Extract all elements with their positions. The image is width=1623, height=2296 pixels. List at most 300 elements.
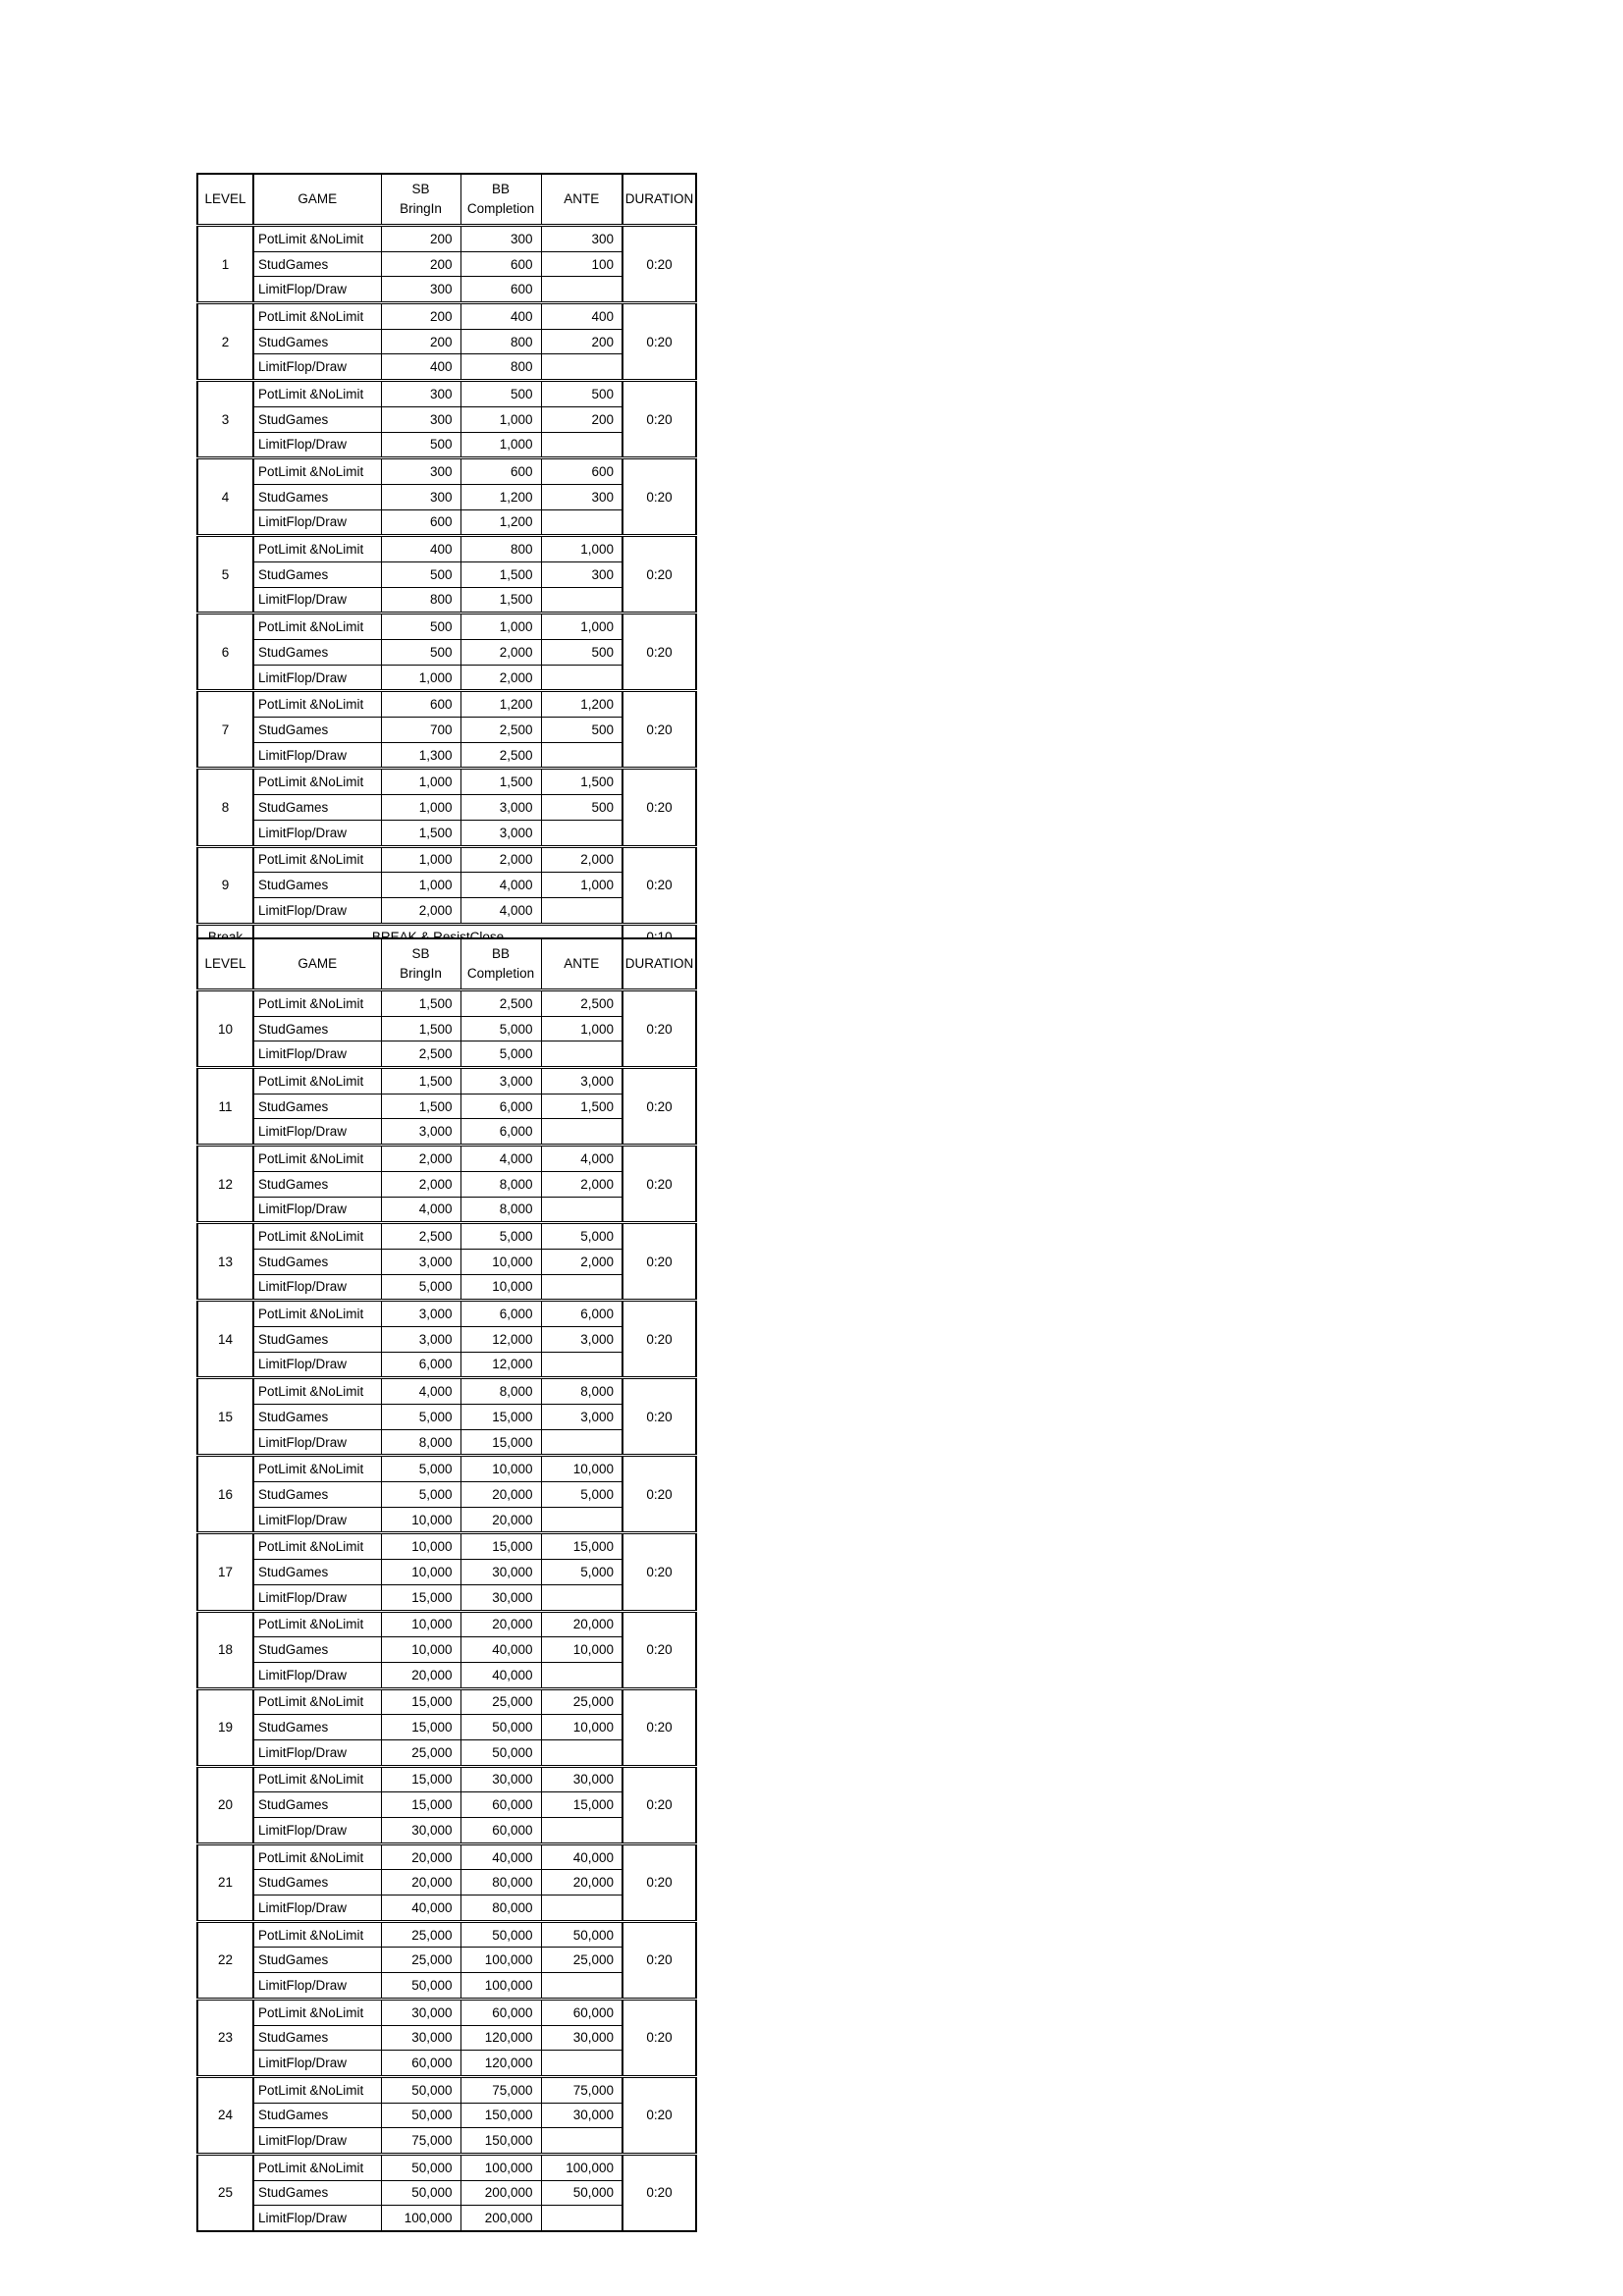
game-name-cell: LimitFlop/Draw xyxy=(253,665,381,691)
duration-cell: 0:20 xyxy=(622,458,696,536)
bb-completion-cell: 200,000 xyxy=(460,2206,541,2231)
duration-cell: 0:20 xyxy=(622,1688,696,1766)
game-row xyxy=(197,1429,696,1456)
game-row xyxy=(197,2025,696,2051)
duration-cell: 0:20 xyxy=(622,2154,696,2231)
sb-bringin-cell: 600 xyxy=(381,691,460,718)
bb-completion-cell: 800 xyxy=(460,329,541,354)
duration-cell: 0:20 xyxy=(622,691,696,769)
game-name-cell: PotLimit &NoLimit xyxy=(253,458,381,485)
duration-cell: 0:20 xyxy=(622,1146,696,1223)
sb-bringin-cell: 500 xyxy=(381,614,460,640)
game-name-cell: LimitFlop/Draw xyxy=(253,1119,381,1146)
game-name-cell: StudGames xyxy=(253,484,381,509)
sb-bringin-cell: 10,000 xyxy=(381,1507,460,1533)
game-row xyxy=(197,1818,696,1844)
bb-completion-cell: 8,000 xyxy=(460,1197,541,1223)
ante-cell: 1,200 xyxy=(541,691,622,718)
sb-bringin-cell: 1,500 xyxy=(381,1094,460,1119)
ante-cell: 1,000 xyxy=(541,536,622,562)
level-block xyxy=(197,381,696,458)
game-row xyxy=(197,1766,696,1792)
game-row xyxy=(197,1378,696,1405)
game-name-cell: StudGames xyxy=(253,1249,381,1274)
bb-completion-cell: 120,000 xyxy=(460,2051,541,2077)
sb-bringin-cell: 500 xyxy=(381,640,460,666)
sb-bringin-cell: 1,000 xyxy=(381,795,460,821)
game-row xyxy=(197,484,696,509)
duration-cell: 0:20 xyxy=(622,303,696,381)
sb-bringin-cell: 200 xyxy=(381,226,460,252)
sb-bringin-cell: 500 xyxy=(381,432,460,458)
game-row xyxy=(197,1507,696,1533)
game-name-cell: LimitFlop/Draw xyxy=(253,509,381,536)
game-name-cell: StudGames xyxy=(253,718,381,743)
ante-cell xyxy=(541,1197,622,1223)
level-number-cell: 16 xyxy=(197,1456,253,1533)
game-name-cell: LimitFlop/Draw xyxy=(253,1197,381,1223)
ante-cell: 300 xyxy=(541,484,622,509)
game-name-cell: StudGames xyxy=(253,1171,381,1197)
ante-cell: 25,000 xyxy=(541,1948,622,1973)
game-row xyxy=(197,1146,696,1172)
ante-cell: 10,000 xyxy=(541,1637,622,1663)
ante-cell: 10,000 xyxy=(541,1456,622,1482)
bb-completion-cell: 30,000 xyxy=(460,1766,541,1792)
ante-cell xyxy=(541,1896,622,1922)
level-number-cell: 11 xyxy=(197,1068,253,1146)
level-number-cell: 4 xyxy=(197,458,253,536)
bb-completion-cell: 75,000 xyxy=(460,2076,541,2103)
game-name-cell: PotLimit &NoLimit xyxy=(253,303,381,330)
bb-completion-cell: 15,000 xyxy=(460,1405,541,1430)
game-row xyxy=(197,1119,696,1146)
level-number-cell: 22 xyxy=(197,1921,253,1999)
bb-completion-cell: 2,000 xyxy=(460,665,541,691)
game-name-cell: PotLimit &NoLimit xyxy=(253,1611,381,1637)
level-block xyxy=(197,303,696,381)
duration-cell: 0:20 xyxy=(622,1533,696,1611)
sb-bringin-cell: 300 xyxy=(381,381,460,407)
ante-cell: 500 xyxy=(541,795,622,821)
duration-cell: 0:20 xyxy=(622,1456,696,1533)
bb-completion-cell: 100,000 xyxy=(460,1948,541,1973)
bb-completion-cell: 10,000 xyxy=(460,1456,541,1482)
sb-bringin-cell: 50,000 xyxy=(381,2154,460,2180)
game-row xyxy=(197,536,696,562)
ante-cell: 30,000 xyxy=(541,1766,622,1792)
bb-completion-cell: 800 xyxy=(460,354,541,381)
table-header xyxy=(197,174,696,226)
ante-cell: 200 xyxy=(541,329,622,354)
sb-bringin-cell: 300 xyxy=(381,458,460,485)
sb-bringin-cell: 1,000 xyxy=(381,846,460,873)
ante-cell: 100,000 xyxy=(541,2154,622,2180)
game-row xyxy=(197,1739,696,1766)
game-name-cell: PotLimit &NoLimit xyxy=(253,2076,381,2103)
sb-bringin-cell: 10,000 xyxy=(381,1611,460,1637)
game-row xyxy=(197,458,696,485)
ante-cell: 6,000 xyxy=(541,1301,622,1327)
game-row xyxy=(197,1405,696,1430)
level-block xyxy=(197,2076,696,2154)
ante-cell: 2,500 xyxy=(541,990,622,1017)
bb-completion-cell: 8,000 xyxy=(460,1378,541,1405)
bb-completion-cell: 30,000 xyxy=(460,1584,541,1611)
game-row xyxy=(197,1560,696,1585)
game-name-cell: PotLimit &NoLimit xyxy=(253,1378,381,1405)
bb-completion-cell: 2,000 xyxy=(460,640,541,666)
ante-cell: 100 xyxy=(541,251,622,277)
sb-bringin-cell: 400 xyxy=(381,354,460,381)
game-row xyxy=(197,1792,696,1818)
game-row xyxy=(197,1662,696,1688)
sb-bringin-cell: 50,000 xyxy=(381,2076,460,2103)
game-row xyxy=(197,1637,696,1663)
game-row xyxy=(197,587,696,614)
ante-cell: 600 xyxy=(541,458,622,485)
header-bb-line2: Completion xyxy=(466,201,535,216)
sb-bringin-cell: 75,000 xyxy=(381,2128,460,2155)
game-row xyxy=(197,769,696,795)
game-name-cell: StudGames xyxy=(253,1016,381,1041)
ante-cell: 75,000 xyxy=(541,2076,622,2103)
ante-cell xyxy=(541,1584,622,1611)
bb-completion-cell: 40,000 xyxy=(460,1637,541,1663)
game-name-cell: StudGames xyxy=(253,406,381,432)
ante-cell: 40,000 xyxy=(541,1843,622,1870)
level-block xyxy=(197,1766,696,1843)
game-row xyxy=(197,1482,696,1508)
ante-cell: 15,000 xyxy=(541,1792,622,1818)
ante-cell: 10,000 xyxy=(541,1715,622,1740)
bb-completion-cell: 50,000 xyxy=(460,1921,541,1948)
ante-cell xyxy=(541,2051,622,2077)
game-name-cell: StudGames xyxy=(253,1948,381,1973)
game-name-cell: StudGames xyxy=(253,1405,381,1430)
sb-bringin-cell: 1,500 xyxy=(381,820,460,846)
header-sb-bringin xyxy=(381,938,460,990)
ante-cell: 5,000 xyxy=(541,1560,622,1585)
game-row xyxy=(197,990,696,1017)
sb-bringin-cell: 5,000 xyxy=(381,1482,460,1508)
game-row xyxy=(197,718,696,743)
game-name-cell: LimitFlop/Draw xyxy=(253,1584,381,1611)
game-row xyxy=(197,1870,696,1896)
game-row xyxy=(197,277,696,303)
game-name-cell: PotLimit &NoLimit xyxy=(253,1456,381,1482)
game-row xyxy=(197,251,696,277)
sb-bringin-cell: 50,000 xyxy=(381,1973,460,2000)
game-row xyxy=(197,1456,696,1482)
level-number-cell: 18 xyxy=(197,1611,253,1688)
sb-bringin-cell: 8,000 xyxy=(381,1429,460,1456)
header-row xyxy=(197,174,696,226)
header-ante: ANTE xyxy=(541,938,622,990)
game-row xyxy=(197,2076,696,2103)
sb-bringin-cell: 1,500 xyxy=(381,1016,460,1041)
level-number-cell: 10 xyxy=(197,990,253,1068)
level-number-cell: 14 xyxy=(197,1301,253,1378)
sb-bringin-cell: 600 xyxy=(381,509,460,536)
blind-structure-table-levels-1-9 xyxy=(196,173,697,951)
game-row xyxy=(197,1274,696,1301)
ante-cell xyxy=(541,1274,622,1301)
sb-bringin-cell: 50,000 xyxy=(381,2103,460,2128)
duration-cell: 0:20 xyxy=(622,614,696,691)
bb-completion-cell: 3,000 xyxy=(460,820,541,846)
game-row xyxy=(197,1999,696,2025)
sb-bringin-cell: 50,000 xyxy=(381,2180,460,2206)
game-name-cell: PotLimit &NoLimit xyxy=(253,1921,381,1948)
header-duration: DURATION xyxy=(622,174,696,226)
game-name-cell: StudGames xyxy=(253,1326,381,1352)
level-block xyxy=(197,614,696,691)
sb-bringin-cell: 30,000 xyxy=(381,1818,460,1844)
bb-completion-cell: 500 xyxy=(460,381,541,407)
game-row xyxy=(197,1715,696,1740)
ante-cell xyxy=(541,1973,622,2000)
sb-bringin-cell: 20,000 xyxy=(381,1870,460,1896)
ante-cell: 2,000 xyxy=(541,1249,622,1274)
bb-completion-cell: 2,000 xyxy=(460,846,541,873)
sb-bringin-cell: 30,000 xyxy=(381,2025,460,2051)
bb-completion-cell: 4,000 xyxy=(460,897,541,924)
game-row xyxy=(197,509,696,536)
sb-bringin-cell: 200 xyxy=(381,329,460,354)
game-name-cell: StudGames xyxy=(253,1094,381,1119)
blind-structure-table-levels-10-25 xyxy=(196,937,697,2232)
game-name-cell: LimitFlop/Draw xyxy=(253,1041,381,1068)
bb-completion-cell: 10,000 xyxy=(460,1249,541,1274)
game-name-cell: PotLimit &NoLimit xyxy=(253,2154,381,2180)
level-block xyxy=(197,990,696,1068)
game-row xyxy=(197,1688,696,1715)
ante-cell: 2,000 xyxy=(541,1171,622,1197)
ante-cell: 400 xyxy=(541,303,622,330)
level-number-cell: 15 xyxy=(197,1378,253,1456)
sb-bringin-cell: 3,000 xyxy=(381,1249,460,1274)
bb-completion-cell: 150,000 xyxy=(460,2128,541,2155)
game-row xyxy=(197,1921,696,1948)
bb-completion-cell: 400 xyxy=(460,303,541,330)
game-row xyxy=(197,1584,696,1611)
bb-completion-cell: 60,000 xyxy=(460,1792,541,1818)
bb-completion-cell: 30,000 xyxy=(460,1560,541,1585)
level-number-cell: 25 xyxy=(197,2154,253,2231)
sb-bringin-cell: 10,000 xyxy=(381,1560,460,1585)
game-row xyxy=(197,873,696,898)
game-row xyxy=(197,614,696,640)
game-name-cell: PotLimit &NoLimit xyxy=(253,691,381,718)
sb-bringin-cell: 3,000 xyxy=(381,1301,460,1327)
ante-cell: 2,000 xyxy=(541,846,622,873)
sb-bringin-cell: 20,000 xyxy=(381,1662,460,1688)
sb-bringin-cell: 15,000 xyxy=(381,1715,460,1740)
bb-completion-cell: 50,000 xyxy=(460,1739,541,1766)
ante-cell: 500 xyxy=(541,381,622,407)
header-sb-bringin xyxy=(381,174,460,226)
game-name-cell: LimitFlop/Draw xyxy=(253,277,381,303)
sb-bringin-cell: 2,500 xyxy=(381,1041,460,1068)
game-row xyxy=(197,742,696,769)
ante-cell xyxy=(541,1041,622,1068)
duration-cell: 0:20 xyxy=(622,536,696,614)
game-row xyxy=(197,2128,696,2155)
game-name-cell: LimitFlop/Draw xyxy=(253,1352,381,1378)
game-name-cell: PotLimit &NoLimit xyxy=(253,614,381,640)
bb-completion-cell: 2,500 xyxy=(460,990,541,1017)
level-block xyxy=(197,458,696,536)
game-name-cell: PotLimit &NoLimit xyxy=(253,1146,381,1172)
bb-completion-cell: 5,000 xyxy=(460,1223,541,1250)
game-row xyxy=(197,795,696,821)
game-name-cell: PotLimit &NoLimit xyxy=(253,1301,381,1327)
bb-completion-cell: 1,500 xyxy=(460,561,541,587)
game-row xyxy=(197,381,696,407)
game-name-cell: StudGames xyxy=(253,795,381,821)
ante-cell: 15,000 xyxy=(541,1533,622,1560)
game-name-cell: LimitFlop/Draw xyxy=(253,1896,381,1922)
level-block xyxy=(197,1068,696,1146)
game-name-cell: StudGames xyxy=(253,1637,381,1663)
ante-cell xyxy=(541,1739,622,1766)
game-row xyxy=(197,432,696,458)
game-row xyxy=(197,1223,696,1250)
game-row xyxy=(197,1896,696,1922)
sb-bringin-cell: 2,000 xyxy=(381,897,460,924)
sb-bringin-cell: 200 xyxy=(381,251,460,277)
game-row xyxy=(197,1948,696,1973)
game-row xyxy=(197,1016,696,1041)
bb-completion-cell: 80,000 xyxy=(460,1896,541,1922)
bb-completion-cell: 1,000 xyxy=(460,406,541,432)
game-name-cell: LimitFlop/Draw xyxy=(253,1739,381,1766)
game-name-cell: StudGames xyxy=(253,561,381,587)
game-name-cell: StudGames xyxy=(253,2025,381,2051)
ante-cell xyxy=(541,897,622,924)
game-name-cell: PotLimit &NoLimit xyxy=(253,1223,381,1250)
sb-bringin-cell: 15,000 xyxy=(381,1688,460,1715)
ante-cell: 30,000 xyxy=(541,2103,622,2128)
duration-cell: 0:20 xyxy=(622,769,696,846)
header-bb-completion xyxy=(460,938,541,990)
sb-bringin-cell: 2,000 xyxy=(381,1171,460,1197)
level-number-cell: 23 xyxy=(197,1999,253,2076)
header-level: LEVEL xyxy=(197,938,253,990)
duration-cell: 0:20 xyxy=(622,1843,696,1921)
sb-bringin-cell: 5,000 xyxy=(381,1456,460,1482)
game-name-cell: LimitFlop/Draw xyxy=(253,2206,381,2231)
level-number-cell: 13 xyxy=(197,1223,253,1301)
game-name-cell: StudGames xyxy=(253,329,381,354)
header-game: GAME xyxy=(253,938,381,990)
game-row xyxy=(197,820,696,846)
game-name-cell: PotLimit &NoLimit xyxy=(253,846,381,873)
bb-completion-cell: 100,000 xyxy=(460,2154,541,2180)
level-block xyxy=(197,1533,696,1611)
header-sb-line2: BringIn xyxy=(400,966,442,981)
ante-cell: 1,000 xyxy=(541,1016,622,1041)
game-name-cell: LimitFlop/Draw xyxy=(253,1662,381,1688)
ante-cell xyxy=(541,277,622,303)
game-name-cell: LimitFlop/Draw xyxy=(253,1507,381,1533)
game-name-cell: PotLimit &NoLimit xyxy=(253,1999,381,2025)
level-block xyxy=(197,691,696,769)
ante-cell: 3,000 xyxy=(541,1405,622,1430)
level-block xyxy=(197,226,696,303)
game-row xyxy=(197,1249,696,1274)
bb-completion-cell: 800 xyxy=(460,536,541,562)
ante-cell: 4,000 xyxy=(541,1146,622,1172)
bb-completion-cell: 3,000 xyxy=(460,1068,541,1095)
header-game: GAME xyxy=(253,174,381,226)
sb-bringin-cell: 200 xyxy=(381,303,460,330)
ante-cell xyxy=(541,2128,622,2155)
game-row xyxy=(197,303,696,330)
bb-completion-cell: 50,000 xyxy=(460,1715,541,1740)
level-number-cell: 9 xyxy=(197,846,253,924)
duration-cell: 0:20 xyxy=(622,990,696,1068)
level-block xyxy=(197,1921,696,1999)
ante-cell: 300 xyxy=(541,226,622,252)
duration-cell: 0:20 xyxy=(622,1921,696,1999)
ante-cell xyxy=(541,354,622,381)
bb-completion-cell: 100,000 xyxy=(460,1973,541,2000)
ante-cell xyxy=(541,1352,622,1378)
ante-cell: 500 xyxy=(541,718,622,743)
level-block xyxy=(197,1611,696,1688)
game-row xyxy=(197,2180,696,2206)
ante-cell: 1,000 xyxy=(541,873,622,898)
level-number-cell: 3 xyxy=(197,381,253,458)
bb-completion-cell: 200,000 xyxy=(460,2180,541,2206)
bb-completion-cell: 20,000 xyxy=(460,1482,541,1508)
ante-cell: 25,000 xyxy=(541,1688,622,1715)
game-name-cell: PotLimit &NoLimit xyxy=(253,1843,381,1870)
game-row xyxy=(197,1301,696,1327)
duration-cell: 0:20 xyxy=(622,1068,696,1146)
ante-cell: 5,000 xyxy=(541,1482,622,1508)
game-row xyxy=(197,329,696,354)
bb-completion-cell: 6,000 xyxy=(460,1094,541,1119)
level-block xyxy=(197,1843,696,1921)
bb-completion-cell: 6,000 xyxy=(460,1301,541,1327)
bb-completion-cell: 4,000 xyxy=(460,873,541,898)
game-name-cell: StudGames xyxy=(253,251,381,277)
game-row xyxy=(197,1068,696,1095)
header-duration: DURATION xyxy=(622,938,696,990)
game-name-cell: PotLimit &NoLimit xyxy=(253,990,381,1017)
ante-cell: 8,000 xyxy=(541,1378,622,1405)
bb-completion-cell: 40,000 xyxy=(460,1843,541,1870)
duration-cell: 0:20 xyxy=(622,226,696,303)
ante-cell xyxy=(541,1818,622,1844)
bb-completion-cell: 20,000 xyxy=(460,1611,541,1637)
bb-completion-cell: 10,000 xyxy=(460,1274,541,1301)
level-block xyxy=(197,536,696,614)
bb-completion-cell: 1,200 xyxy=(460,484,541,509)
ante-cell: 50,000 xyxy=(541,2180,622,2206)
sb-bringin-cell: 800 xyxy=(381,587,460,614)
level-number-cell: 2 xyxy=(197,303,253,381)
header-bb-line2: Completion xyxy=(466,966,535,981)
sb-bringin-cell: 700 xyxy=(381,718,460,743)
duration-cell: 0:20 xyxy=(622,1611,696,1688)
game-row xyxy=(197,640,696,666)
ante-cell xyxy=(541,432,622,458)
duration-cell: 0:20 xyxy=(622,846,696,924)
